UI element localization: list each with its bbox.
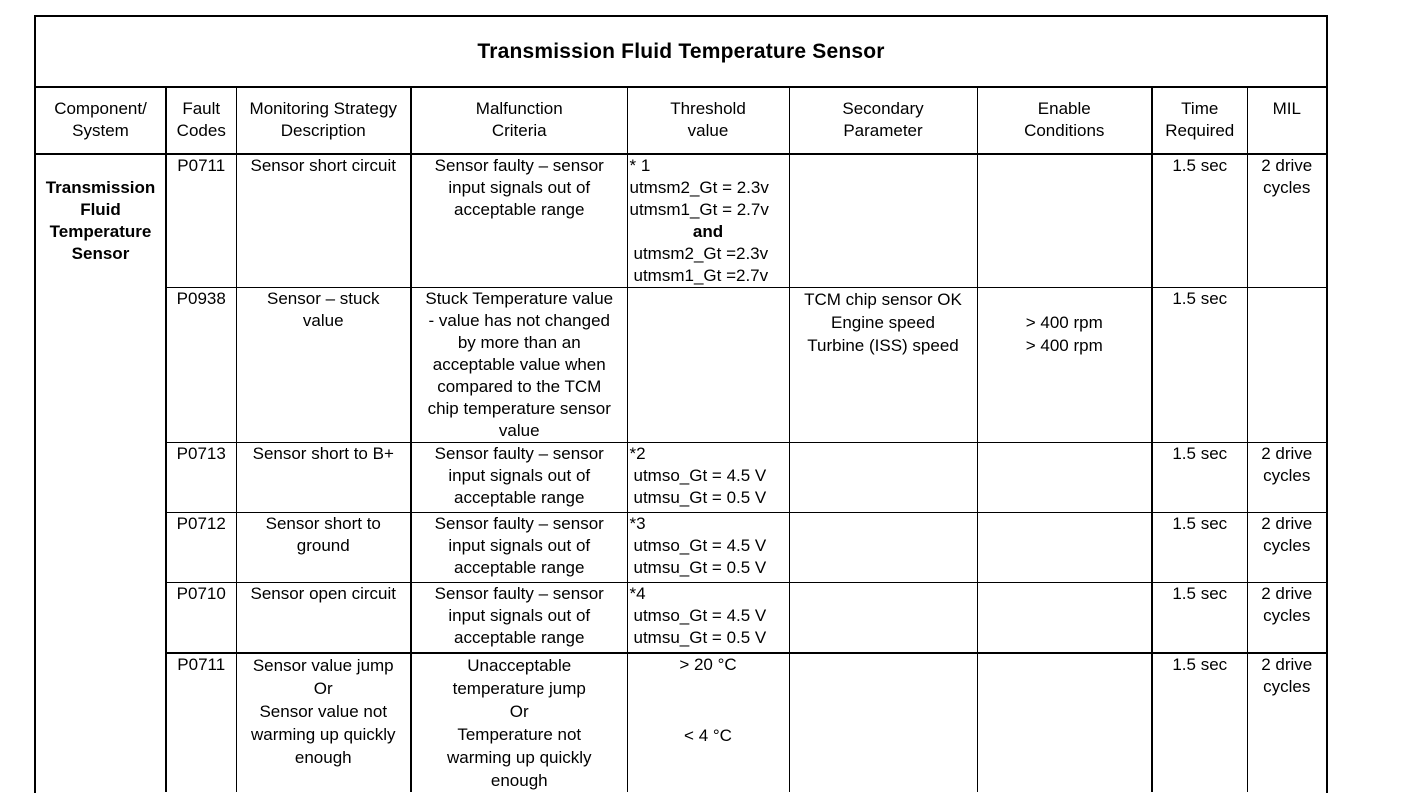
diagnostic-table	[36, 88, 1326, 792]
table-row	[36, 513, 1326, 583]
enable-cell	[977, 154, 1152, 288]
threshold-line: utmsu_Gt = 0.5 V	[633, 558, 767, 577]
time-cell: 1.5 sec	[1152, 288, 1247, 443]
threshold-line: utmsm1_Gt =2.7v	[633, 266, 769, 285]
criteria-cell: Unacceptable temperature jump Or Temperature not warming up quickly enough	[411, 653, 627, 792]
mil-cell: 2 drive cycles	[1247, 154, 1326, 288]
strategy-cell: Sensor short circuit	[236, 154, 411, 288]
threshold-line: * 1	[629, 156, 651, 175]
time-cell: 1.5 sec	[1152, 653, 1247, 792]
threshold-line	[630, 698, 787, 725]
secondary-cell	[789, 443, 977, 513]
fault-code: P0711	[166, 653, 236, 792]
criteria-cell: Sensor faulty – sensor input signals out of acceptable range	[411, 154, 627, 288]
threshold-line: utmsm1_Gt = 2.7v	[629, 200, 769, 219]
table-row	[36, 288, 1326, 443]
time-cell: 1.5 sec	[1152, 154, 1247, 288]
threshold-cell	[627, 653, 789, 792]
secondary-cell	[789, 154, 977, 288]
threshold-line: *4	[629, 584, 646, 603]
time-cell: 1.5 sec	[1152, 443, 1247, 513]
threshold-line: < 4 °C	[684, 725, 732, 745]
mil-cell: 2 drive cycles	[1247, 653, 1326, 792]
header-fault-codes: Fault Codes	[166, 88, 236, 154]
page-title: Transmission Fluid Temperature Sensor	[477, 39, 885, 63]
enable-cell: > 400 rpm > 400 rpm	[977, 288, 1152, 443]
header-secondary: Secondary Parameter	[789, 88, 977, 154]
header-strategy: Monitoring Strategy Description	[236, 88, 411, 154]
mil-cell: 2 drive cycles	[1247, 443, 1326, 513]
threshold-line: utmso_Gt = 4.5 V	[633, 466, 767, 485]
header-component: Component/ System	[36, 88, 166, 154]
threshold-line: *2	[629, 444, 646, 463]
strategy-cell: Sensor open circuit	[236, 583, 411, 653]
threshold-cell	[627, 154, 789, 288]
component-cell: Transmission Fluid Temperature Sensor	[45, 178, 156, 263]
criteria-cell: Sensor faulty – sensor input signals out of acceptable range	[411, 513, 627, 583]
strategy-cell: Sensor value jump Or Sensor value not warming up quickly enough	[236, 653, 411, 792]
secondary-cell	[789, 513, 977, 583]
secondary-cell	[789, 653, 977, 792]
criteria-cell: Stuck Temperature value - value has not changed by more than an acceptable value when compared to the TCM chip temperature sensor value	[411, 288, 627, 443]
strategy-cell: Sensor – stuck value	[236, 288, 411, 443]
threshold-line: and	[692, 222, 724, 241]
table-row	[36, 443, 1326, 513]
title-row	[36, 17, 1326, 88]
threshold-cell	[627, 288, 789, 443]
threshold-line: utmsu_Gt = 0.5 V	[633, 488, 767, 507]
threshold-line: utmso_Gt = 4.5 V	[633, 536, 767, 555]
criteria-cell: Sensor faulty – sensor input signals out of acceptable range	[411, 583, 627, 653]
header-threshold: Threshold value	[627, 88, 789, 154]
table-row	[36, 653, 1326, 792]
fault-code: P0713	[166, 443, 236, 513]
time-cell: 1.5 sec	[1152, 513, 1247, 583]
threshold-cell	[627, 443, 789, 513]
enable-cell	[977, 653, 1152, 792]
threshold-line: > 20 °C	[679, 654, 737, 674]
time-cell: 1.5 sec	[1152, 583, 1247, 653]
threshold-line	[630, 676, 787, 698]
table-row	[36, 583, 1326, 653]
header-criteria: Malfunction Criteria	[411, 88, 627, 154]
threshold-cell	[627, 513, 789, 583]
mil-cell: 2 drive cycles	[1247, 513, 1326, 583]
secondary-cell: TCM chip sensor OK Engine speed Turbine (ISS) speed	[789, 288, 977, 443]
threshold-line: utmsu_Gt = 0.5 V	[633, 628, 767, 647]
fault-code: P0711	[166, 154, 236, 288]
strategy-cell: Sensor short to ground	[236, 513, 411, 583]
header-row	[36, 88, 1326, 154]
threshold-line: utmso_Gt = 4.5 V	[633, 606, 767, 625]
document-sheet	[34, 15, 1328, 793]
criteria-cell: Sensor faulty – sensor input signals out of acceptable range	[411, 443, 627, 513]
strategy-cell: Sensor short to B+	[236, 443, 411, 513]
header-mil: MIL	[1247, 88, 1326, 154]
mil-cell: 2 drive cycles	[1247, 583, 1326, 653]
fault-code: P0712	[166, 513, 236, 583]
threshold-line: *3	[629, 514, 646, 533]
mil-cell	[1247, 288, 1326, 443]
threshold-line: utmsm2_Gt = 2.3v	[629, 178, 769, 197]
enable-cell	[977, 513, 1152, 583]
secondary-cell	[789, 583, 977, 653]
header-time: Time Required	[1152, 88, 1247, 154]
enable-cell	[977, 583, 1152, 653]
fault-code: P0710	[166, 583, 236, 653]
threshold-line: utmsm2_Gt =2.3v	[633, 244, 769, 263]
threshold-cell	[627, 583, 789, 653]
fault-code: P0938	[166, 288, 236, 443]
table-row	[36, 154, 1326, 288]
enable-cell	[977, 443, 1152, 513]
header-enable: Enable Conditions	[977, 88, 1152, 154]
